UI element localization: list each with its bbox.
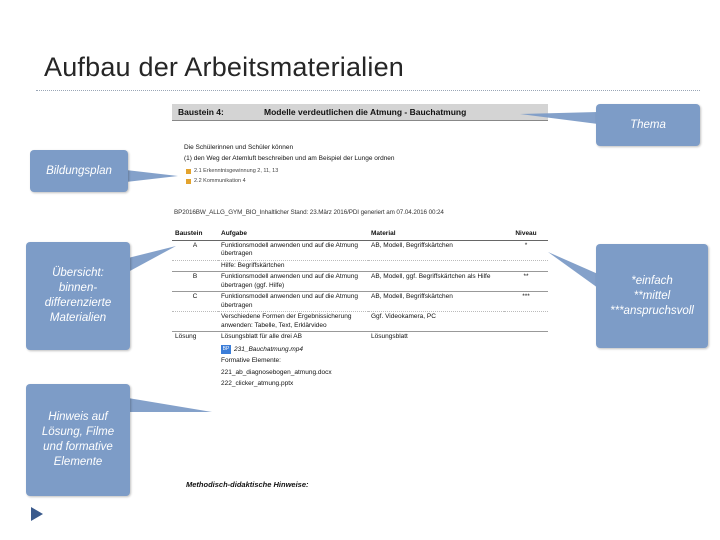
cell-niveau: ** <box>504 272 548 292</box>
callout-uebersicht: Übersicht: binnen-differenzierte Materialien <box>26 242 130 350</box>
loesung-item: Lösungsblatt für alle drei AB <box>221 333 302 340</box>
cell-baustein: C <box>172 292 218 312</box>
cell-niveau <box>504 312 548 332</box>
cell-loesung-material: Lösungsblatt <box>368 332 504 390</box>
table-row <box>172 240 548 260</box>
table-row <box>172 272 548 292</box>
title-divider <box>36 90 700 91</box>
bildungsplan-reference: BP2016BW_ALLG_GYM_BIO_Inhaltlicher Stand: 23.März 2016/PDI generiert am 07.04.2016 00:24 <box>174 209 444 216</box>
cell-niveau <box>504 260 548 272</box>
competence-item-text: 2.2 Kommunikation 4 <box>194 178 246 184</box>
callout-thema: Thema <box>596 104 700 146</box>
header-baustein: Baustein 4: <box>178 107 224 117</box>
competence-item <box>186 178 246 184</box>
header-baustein-col: Baustein <box>172 228 218 240</box>
cell-material: Ggf. Videokamera, PC <box>368 312 504 332</box>
competence-line: (1) den Weg der Atemluft beschreiben und am Beispiel der Lunge ordnen <box>184 155 395 162</box>
cell-aufgabe: Funktionsmodell anwenden und auf die Atmung übertragen <box>218 292 368 312</box>
competence-intro: Die Schülerinnen und Schüler können <box>184 144 294 151</box>
cell-loesung-label: Lösung <box>172 332 218 390</box>
checkbox-icon <box>186 169 191 174</box>
didactic-hint-heading: Methodisch-didaktische Hinweise: <box>186 480 309 489</box>
callout-bildungsplan: Bildungsplan <box>30 150 128 192</box>
competence-item-text: 2.1 Erkenntnisgewinnung 2, 11, 13 <box>194 168 279 174</box>
table-row <box>172 312 548 332</box>
pointer-niveau <box>548 252 598 288</box>
loesung-item: 222_clicker_atmung.pptx <box>221 380 294 388</box>
document-preview <box>172 104 548 496</box>
cell-aufgabe: Hilfe: Begriffskärtchen <box>218 260 368 272</box>
document-header <box>172 104 548 121</box>
cell-material <box>368 260 504 272</box>
loesung-item: 221_ab_diagnosebogen_atmung.docx <box>221 368 332 376</box>
table-row <box>172 292 548 312</box>
cell-baustein: B <box>172 272 218 292</box>
materials-table <box>172 228 548 390</box>
slide-title: Aufbau der Arbeitsmaterialien <box>44 52 405 82</box>
loesung-video-line <box>221 345 365 355</box>
cell-loesung-items <box>218 332 368 390</box>
pointer-bildungsplan <box>126 170 178 182</box>
competence-item <box>186 168 278 174</box>
callout-niveau: *einfach **mittel ***anspruchsvoll <box>596 244 708 348</box>
cell-aufgabe: Funktionsmodell anwenden und auf die Atmung übertragen (ggf. Hilfe) <box>218 272 368 292</box>
bp-link-icon[interactable]: BP <box>222 345 230 352</box>
cell-niveau: * <box>504 240 548 260</box>
header-material-col: Material <box>368 228 504 240</box>
cell-niveau: *** <box>504 292 548 312</box>
cell-loesung-niveau <box>504 332 548 390</box>
loesung-item-link[interactable]: 231_Bauchatmung.mp4 <box>234 345 304 353</box>
table-header-row <box>172 228 548 240</box>
header-niveau-col: Niveau <box>504 228 548 240</box>
cell-baustein: A <box>172 240 218 260</box>
loesung-item: Formative Elemente: <box>221 357 281 365</box>
callout-hinweis: Hinweis auf Lösung, Filme und formative Elemente <box>26 384 130 496</box>
cell-baustein <box>172 312 218 332</box>
table-row <box>172 260 548 272</box>
header-aufgabe-col: Aufgabe <box>218 228 368 240</box>
cell-material: AB, Modell, Begriffskärtchen <box>368 292 504 312</box>
cell-material: AB, Modell, Begriffskärtchen <box>368 240 504 260</box>
cell-baustein <box>172 260 218 272</box>
table-row-loesung <box>172 332 548 390</box>
cell-aufgabe: Funktionsmodell anwenden und auf die Atmung übertragen <box>218 240 368 260</box>
cell-aufgabe: Verschiedene Formen der Ergebnissicherung anwenden: Tabelle, Text, Erklärvideo <box>218 312 368 332</box>
cell-material: AB, Modell, ggf. Begriffskärtchen als Hilfe <box>368 272 504 292</box>
header-title: Modelle verdeutlichen die Atmung - Bauchatmung <box>264 107 467 117</box>
play-triangle-icon[interactable] <box>30 506 44 522</box>
pointer-uebersicht <box>128 246 176 272</box>
checkbox-icon <box>186 179 191 184</box>
